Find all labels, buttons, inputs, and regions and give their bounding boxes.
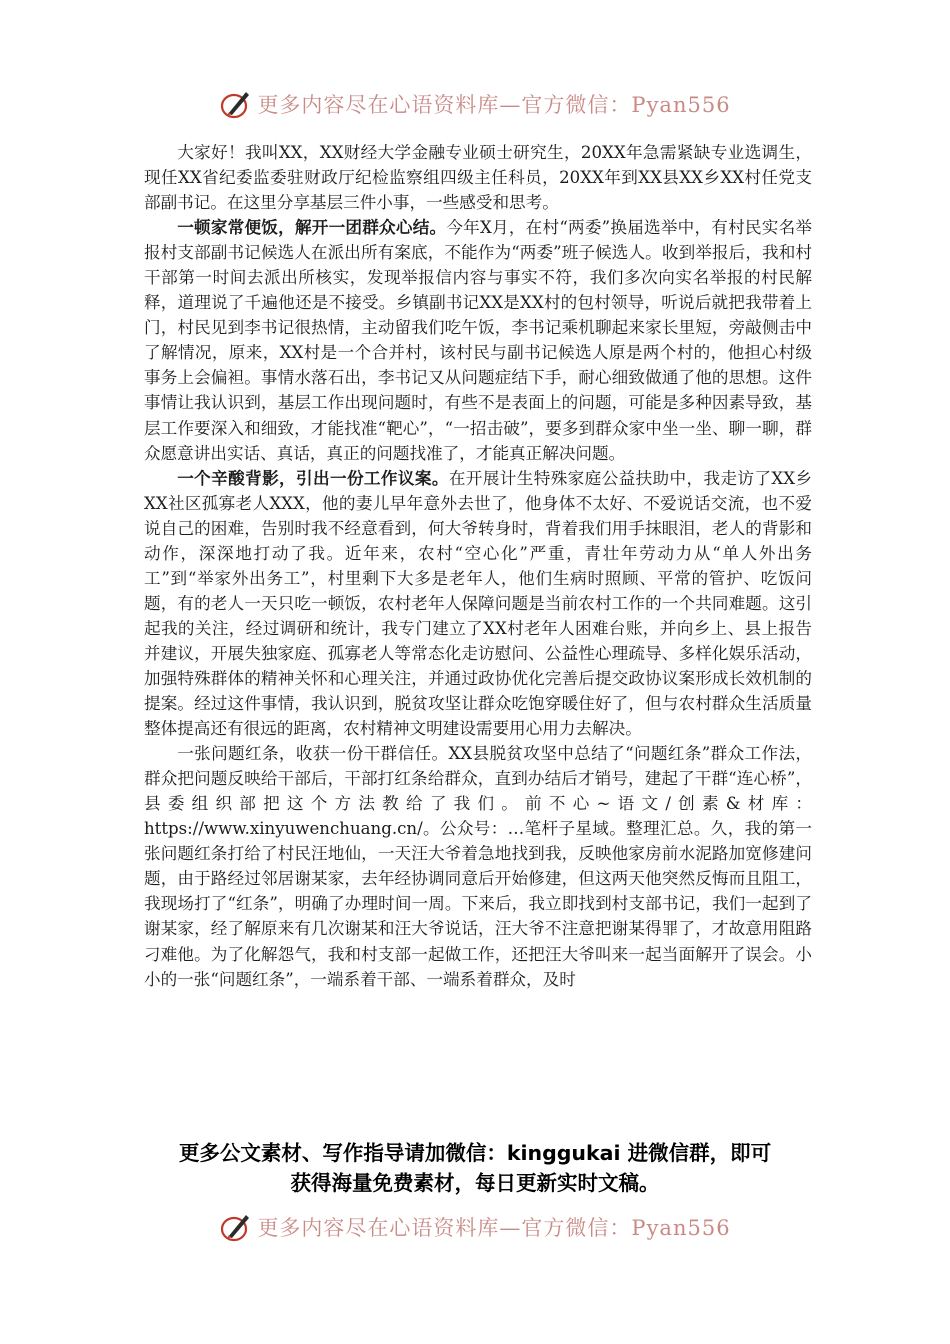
- header-banner-text: 更多内容尽在心语资料库—官方微信：Pyan556: [257, 93, 731, 117]
- paragraph-story-2: [144, 466, 812, 742]
- quill-pen-logo-icon: [219, 1210, 253, 1244]
- footer-banner-text: 更多内容尽在心语资料库—官方微信：Pyan556: [257, 1216, 731, 1240]
- paragraph-text: 一张问题红条，收获一份干群信任。XX县脱贫攻坚中总结了“问题红条”群众工作法，群众把问题反映给干部后，干部打红条给群众，直到办结后才销号，建起了干群“连心桥”，县委组织部把这个方法教给了我们。前不心~语文/创素&材库：https://www.xinyuwenchuang.cn/。公众号：…笔杆子星域。整理汇总。久，我的第一张问题红条打给了村民汪地仙，一天汪大爷着急地找到我，反映他家房前水泥路加宽修建问题，由于路经过邻居谢某家，去年经协调同意后开始修建，但这两天他突然反悔而且阻工，我现场打了“红条”，明确了办理时间一周。下来后，我立即找到村支部书记，我们一起到了谢某家，经了解原来有几次谢某和汪大爷说话，汪大爷不注意把谢某得罪了，才故意用阻路刁难他。为了化解怨气，我和村支部一起做工作，还把汪大爷叫来一起当面解开了误会。小小的一张“问题红条”，一端系着干部、一端系着群众，及时: [144, 744, 812, 989]
- header-banner: [0, 84, 950, 124]
- paragraph-text: 在开展计生特殊家庭公益扶助中，我走访了XX乡XX社区孤寡老人XXX，他的妻儿早年意外去世了，他身体不太好、不爱说话交流，也不爱说自己的困难，告别时我不经意看到，何大爷转身时，背着我们用手抹眼泪，老人的背影和动作，深深地打动了我。近年来，农村“空心化”严重，青壮年劳动力从“单人外出务工”到“举家外出务工”，村里剩下大多是老年人，他们生病时照顾、平常的管护、吃饭问题，有的老人一天只吃一顿饭，农村老年人保障问题是当前农村工作的一个共同难题。这引起我的关注，经过调研和统计，我专门建立了XX村老年人困难台账，并向乡上、县上报告并建议，开展失独家庭、孤寡老人等常态化走访慰问、公益性心理疏导、多样化娱乐活动，加强特殊群体的精神关怀和心理关注，并通过政协优化完善后提交政协议案形成长效机制的提案。经过这件事情，我认识到，脱贫攻坚让群众吃饱穿暖住好了，但与农村群众生活质量整体提高还有很远的距离，农村精神文明建设需要用心用力去解决。: [144, 468, 812, 739]
- paragraph-story-1: [144, 215, 812, 465]
- paragraph-intro: [144, 140, 812, 215]
- paragraph-text: 今年X月，在村“两委”换届选举中，有村民实名举报村支部副书记候选人在派出所有案底，不能作为“两委”班子候选人。收到举报后，我和村干部第一时间去派出所核实，发现举报信内容与事实不符，我们多次向实名举报的村民解释，道理说了千遍他还是不接受。乡镇副书记XX是XX村的包村领导，听说后就把我带着上门，村民见到李书记很热情，主动留我们吃午饭，李书记乘机聊起来家长里短，旁敲侧击中了解情况，原来，XX村是一个合并村，该村民与副书记候选人原是两个村的，他担心村级事务上会偏袒。事情水落石出，李书记又从问题症结下手，耐心细致做通了他的思想。这件事情让我认识到，基层工作出现问题时，有些不是表面上的问题，可能是多种因素导致，基层工作要深入和细致，才能找准“靶心”，“一招击破”，要多到群众家中坐一坐、聊一聊，群众愿意讲出实话、真话，真正的问题找准了，才能真正解决问题。: [144, 218, 812, 463]
- quill-pen-logo-icon: [219, 87, 253, 121]
- paragraph-story-3: [144, 741, 812, 991]
- call-to-action: [100, 1138, 850, 1198]
- article-body: [144, 140, 812, 1140]
- footer-banner: [0, 1207, 950, 1247]
- cta-line-2: 获得海量免费素材，每日更新实时文稿。: [290, 1171, 660, 1195]
- paragraph-heading: 一顿家常便饭，解开一团群众心结。: [177, 217, 447, 238]
- cta-line-1: 更多公文素材、写作指导请加微信：kinggukai 进微信群，即可: [178, 1141, 772, 1165]
- paragraph-heading: 一个辛酸背影，引出一份工作议案。: [177, 467, 449, 488]
- paragraph-text: 大家好！我叫XX，XX财经大学金融专业硕士研究生，20XX年急需紧缺专业选调生，现任XX省纪委监委驻财政厅纪检监察组四级主任科员，20XX年到XX县XX乡XX村任党支部副书记。在这里分享基层三件小事，一些感受和思考。: [144, 143, 812, 213]
